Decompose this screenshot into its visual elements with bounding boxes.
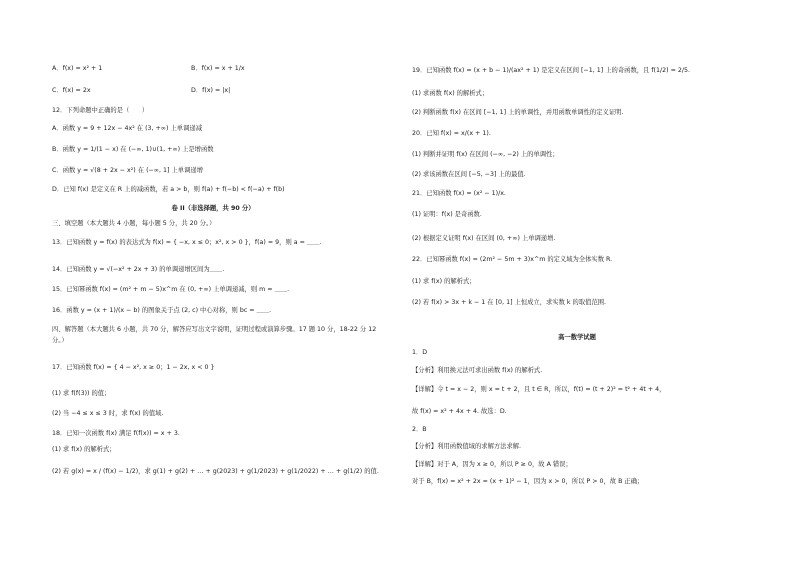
- question-20-part-2: (2) 求该函数在区间 [−5, −3] 上的最值.: [412, 171, 526, 178]
- answer-2-analysis: 【分析】利用函数值域的求解方法求解.: [412, 443, 522, 450]
- question-22-part-2: (2) 若 f(x) > 3x + k − 1 在 [0, 1] 上恒成立，求实数 k 的取值范围.: [412, 299, 607, 306]
- question-17-part-1: (1) 求 f(f(3)) 的值；: [52, 390, 111, 397]
- question-12-a: A．函数 y = 9 + 12x − 4x² 在 (3, +∞) 上单调递减: [52, 125, 202, 132]
- question-21-part-1: (1) 证明：f(x) 是奇函数.: [412, 211, 482, 218]
- question-17-part-2: (2) 当 −4 ≤ x ≤ 3 时，求 f(x) 的值域.: [52, 410, 164, 417]
- question-12-d: D．已知 f(x) 是定义在 R 上的减函数，若 a > b，则 f(a) + f(−b) < f(−a) + f(b): [52, 186, 285, 193]
- answer-title: 高一数学试题: [558, 334, 596, 341]
- question-16: 16．函数 y = (x + 1)/(x − b) 的图象关于点 (2, c) 中心对称，则 bc = ＿＿.: [52, 307, 272, 314]
- answer-2-key: 2．B: [412, 426, 427, 433]
- question-18-part-2: (2) 若 g(x) = x / (f(x) − 1/2)，求 g(1) + g(2) + … + g(2023) + g(1/2023) + g(1/2022) + … + g(1/2) 的值.: [52, 468, 379, 475]
- answer-1-key: 1．D: [412, 349, 428, 356]
- option-a: A．f(x) = x² + 1: [52, 65, 103, 72]
- question-19: 19．已知函数 f(x) = (x + b − 1)/(ax² + 1) 是定义在区间 [−1, 1] 上的奇函数，且 f(1/2) = 2/5.: [412, 67, 691, 74]
- answer-1-analysis: 【分析】利用换元法可求出函数 f(x) 的解析式.: [412, 367, 543, 374]
- question-12: 12．下列命题中正确的是（ ）: [52, 107, 149, 114]
- question-17: 17．已知函数 f(x) = { 4 − x², x ≥ 0；1 − 2x, x < 0 }: [52, 364, 215, 371]
- answer-1-conclusion: 故 f(x) = x² + 4x + 4. 故选：D.: [412, 408, 507, 415]
- question-22: 22．已知幂函数 f(x) = (2m² − 5m + 3)x^m 的定义域为全体实数 R.: [412, 256, 613, 263]
- question-12-c: C．函数 y = √(8 + 2x − x²) 在 (−∞, 1] 上单调递增: [52, 167, 203, 174]
- question-21-part-2: (2) 根据定义证明 f(x) 在区间 (0, +∞) 上单调递增.: [412, 235, 556, 242]
- section-4-heading-cont: 分。）: [52, 337, 68, 344]
- section-3-heading: 三、填空题（本大题共 4 小题，每小题 5 分，共 20 分。）: [52, 220, 216, 227]
- option-c: C．f(x) = 2x: [52, 87, 91, 94]
- volume-2-heading: 卷 II（非选择题，共 90 分）: [171, 205, 255, 212]
- question-18-part-1: (1) 求 f(x) 的解析式；: [52, 446, 116, 453]
- question-20-part-1: (1) 判断并证明 f(x) 在区间 (−∞, −2) 上的单调性；: [412, 151, 559, 158]
- option-d: D．f(x) = |x|: [191, 87, 231, 94]
- answer-2-option-b: 对于 B，f(x) = x² + 2x = (x + 1)² − 1，因为 x > 0，所以 P > 0，故 B 正确；: [412, 478, 644, 485]
- question-20: 20．已知 f(x) = x/(x + 1).: [412, 130, 491, 137]
- answer-1-detail: 【详解】令 t = x − 2，则 x = t + 2，且 t ∈ R，所以，f(t) = (t + 2)² = t² + 4t + 4，: [412, 386, 666, 393]
- question-21: 21．已知函数 f(x) = (x² − 1)/x.: [412, 190, 506, 197]
- question-14: 14．已知函数 y = √(−x² + 2x + 3) 的单调递增区间为＿＿.: [52, 266, 225, 273]
- question-12-b: B．函数 y = 1/(1 − x) 在 (−∞, 1)∪(1, +∞) 上是增函数: [52, 146, 214, 153]
- question-22-part-1: (1) 求 f(x) 的解析式；: [412, 278, 476, 285]
- question-19-part-1: (1) 求函数 f(x) 的解析式；: [412, 90, 489, 97]
- answer-2-detail: 【详解】对于 A，因为 x ≥ 0，所以 P ≥ 0，故 A 错误；: [412, 461, 572, 468]
- option-b: B．f(x) = x + 1/x: [191, 65, 245, 72]
- question-15: 15．已知幂函数 f(x) = (m² + m − 5)x^m 在 (0, +∞) 上单调递减，则 m = ＿＿.: [52, 286, 290, 293]
- question-13: 13．已知函数 y = f(x) 的表达式为 f(x) = { −x, x ≤ 0；x², x > 0 }，f(a) = 9，则 a = ＿＿.: [52, 239, 322, 246]
- question-18: 18．已知一次函数 f(x) 满足 f(f(x)) = x + 3.: [52, 430, 180, 437]
- question-19-part-2: (2) 判断函数 f(x) 在区间 [−1, 1] 上的单调性，并用函数单调性的定义证明.: [412, 109, 624, 116]
- section-4-heading: 四、解答题（本大题共 6 小题，共 70 分，解答应写出文字说明，证明过程或演算步骤。17 题 10 分，18-22 分 12: [52, 326, 377, 333]
